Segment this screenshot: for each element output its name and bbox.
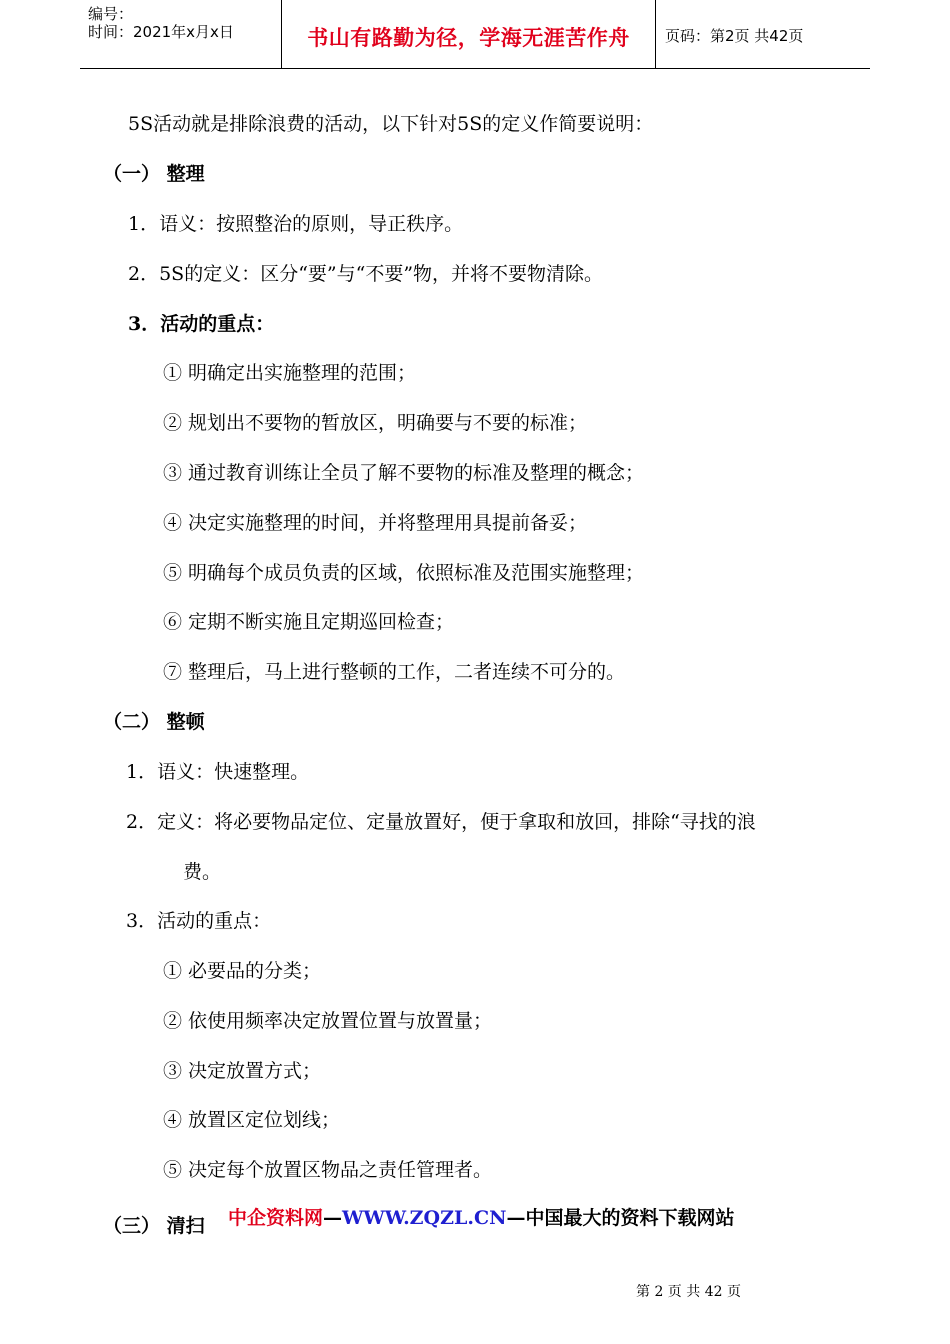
section2-point: ④ 放置区定位划线； bbox=[163, 1109, 341, 1131]
section1-item-1: 1．语义：按照整治的原则，导正秩序。 bbox=[128, 213, 464, 235]
section-heading-3: （三） 清扫 bbox=[103, 1215, 205, 1237]
header-motto-cell bbox=[281, 0, 656, 68]
section2-point: ⑤ 决定每个放置区物品之责任管理者。 bbox=[163, 1159, 493, 1181]
intro-paragraph: 5S活动就是排除浪费的活动，以下针对5S的定义作简要说明： bbox=[128, 113, 654, 135]
section1-point: ⑥ 定期不断实施且定期巡回检查； bbox=[163, 611, 455, 633]
document-number-label: 编号： bbox=[88, 5, 134, 23]
header-page-info: 页码：第2页 共42页 bbox=[665, 27, 804, 45]
header-left-cell bbox=[80, 0, 280, 68]
section1-point: ③ 通过教育训练让全员了解不要物的标准及整理的概念； bbox=[163, 462, 645, 484]
section2-item-3: 3．活动的重点： bbox=[126, 910, 272, 932]
page-header bbox=[80, 0, 870, 69]
watermark-brand: 中企资料网 bbox=[228, 1207, 324, 1229]
section2-item-2: 2．定义：将必要物品定位、定量放置好，便于拿取和放回，排除“寻找的浪 bbox=[126, 811, 756, 833]
section1-point: ① 明确定出实施整理的范围； bbox=[163, 362, 417, 384]
section2-item-1: 1．语义：快速整理。 bbox=[126, 761, 310, 783]
watermark-tagline: 中国最大的资料下载网站 bbox=[525, 1207, 735, 1229]
section1-point: ⑦ 整理后，马上进行整顿的工作，二者连续不可分的。 bbox=[163, 661, 626, 683]
section1-point: ④ 决定实施整理的时间，并将整理用具提前备妥； bbox=[163, 512, 588, 534]
header-motto: 书山有路勤为径，学海无涯苦作舟 bbox=[307, 26, 630, 50]
site-watermark bbox=[228, 1203, 734, 1230]
section2-point: ② 依使用频率决定放置位置与放置量； bbox=[163, 1010, 493, 1032]
watermark-dash: — bbox=[506, 1207, 526, 1229]
section2-item-2-continued: 费。 bbox=[183, 861, 222, 883]
section-heading-2: （二） 整顿 bbox=[103, 711, 205, 733]
section2-point: ① 必要品的分类； bbox=[163, 960, 322, 982]
section1-point: ⑤ 明确每个成员负责的区域，依照标准及范围实施整理； bbox=[163, 562, 645, 584]
section2-point: ③ 决定放置方式； bbox=[163, 1060, 322, 1082]
header-page-cell bbox=[655, 0, 870, 68]
document-time-label: 时间：2021年x月x日 bbox=[88, 23, 234, 41]
watermark-url-link[interactable]: WWW.ZQZL.CN bbox=[342, 1207, 507, 1229]
section-heading-1: （一） 整理 bbox=[103, 163, 205, 185]
watermark-dash: — bbox=[323, 1207, 343, 1229]
section1-item-3: 3．活动的重点： bbox=[128, 313, 275, 335]
section1-point: ② 规划出不要物的暂放区，明确要与不要的标准； bbox=[163, 412, 588, 434]
section1-item-2: 2．5S的定义：区分“要”与“不要”物，并将不要物清除。 bbox=[128, 263, 604, 285]
page-footer: 第 2 页 共 42 页 bbox=[636, 1284, 741, 1300]
